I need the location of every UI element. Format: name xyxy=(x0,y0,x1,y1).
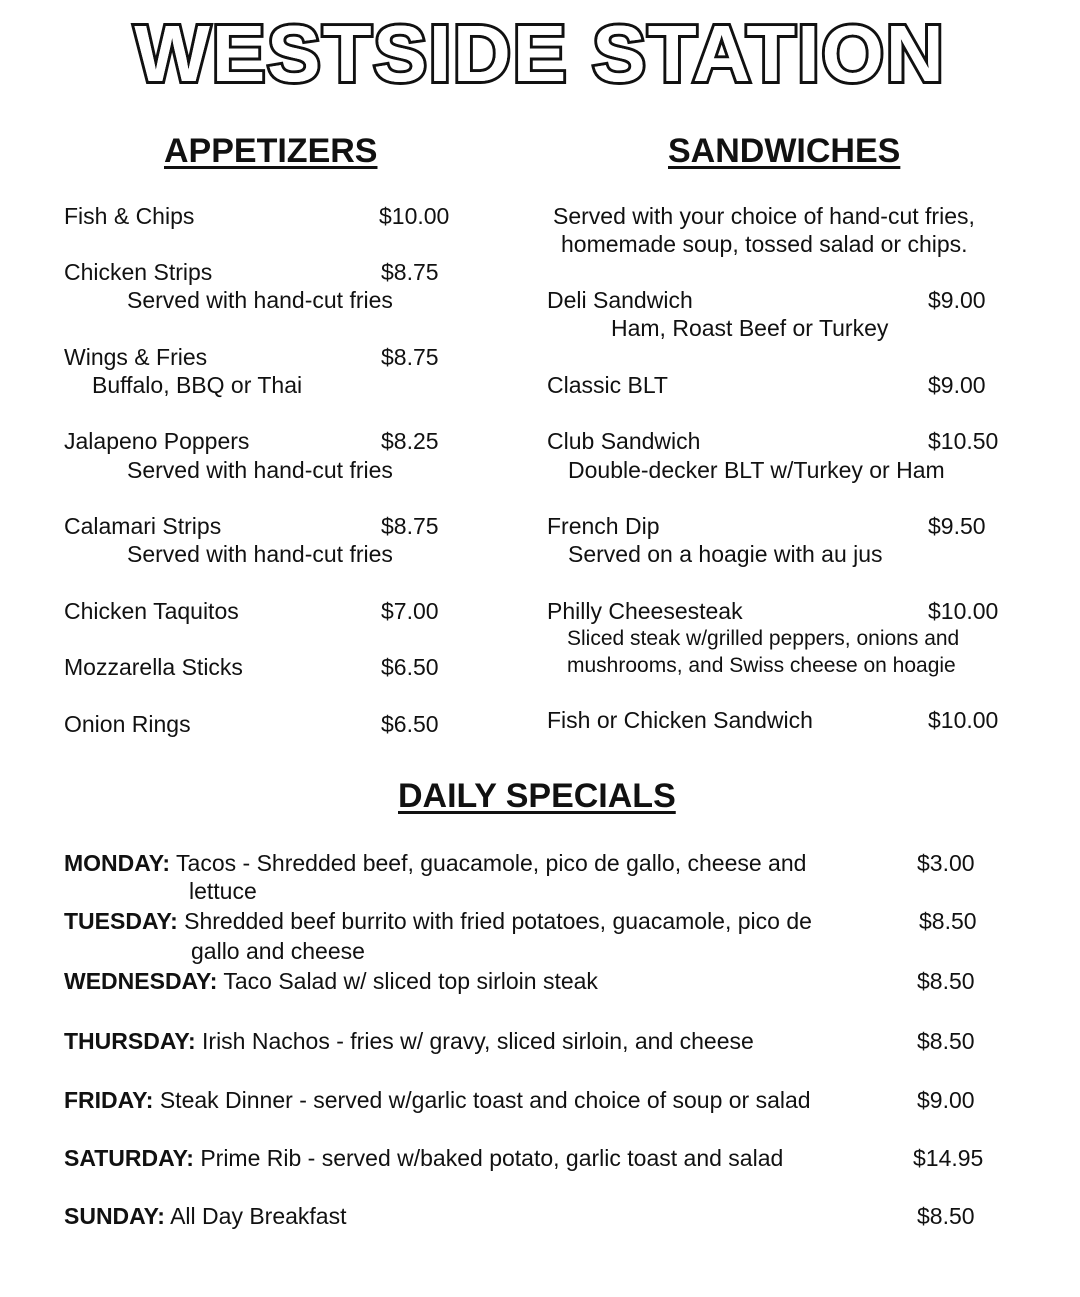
appetizer-price: $6.50 xyxy=(381,654,439,680)
special-friday xyxy=(64,1087,811,1114)
special-day: FRIDAY: xyxy=(64,1087,154,1113)
appetizer-name: Chicken Strips xyxy=(64,259,213,285)
appetizer-name: Mozzarella Sticks xyxy=(64,654,243,680)
special-day: THURSDAY: xyxy=(64,1028,196,1054)
appetizer-name: Calamari Strips xyxy=(64,513,222,539)
appetizer-price: $8.75 xyxy=(381,344,439,370)
special-description: Steak Dinner - served w/garlic toast and choice of soup or salad xyxy=(159,1087,811,1113)
special-description: gallo and cheese xyxy=(191,938,365,964)
special-price: $8.50 xyxy=(917,1203,975,1229)
sandwiches-intro: Served with your choice of hand-cut fries, xyxy=(553,203,975,229)
special-thursday xyxy=(64,1028,754,1055)
sandwich-price: $9.50 xyxy=(928,513,986,539)
restaurant-title: WESTSIDE STATION xyxy=(134,9,946,98)
sandwich-description: Served on a hoagie with au jus xyxy=(568,541,883,567)
special-description: Irish Nachos - fries w/ gravy, sliced sirloin, and cheese xyxy=(202,1028,754,1054)
special-price: $9.00 xyxy=(917,1087,975,1113)
special-day: SUNDAY: xyxy=(64,1203,165,1229)
appetizer-name: Fish & Chips xyxy=(64,203,195,229)
special-price: $3.00 xyxy=(917,850,975,876)
sandwich-name: Deli Sandwich xyxy=(547,287,693,313)
sandwich-description: Ham, Roast Beef or Turkey xyxy=(611,315,889,341)
appetizer-price: $6.50 xyxy=(381,711,439,737)
appetizer-name: Onion Rings xyxy=(64,711,191,737)
appetizer-description: Buffalo, BBQ or Thai xyxy=(92,372,303,398)
special-day: MONDAY: xyxy=(64,850,171,876)
sandwiches-heading: SANDWICHES xyxy=(668,132,901,170)
special-wednesday xyxy=(64,968,598,995)
appetizer-name: Jalapeno Poppers xyxy=(64,428,250,454)
special-sunday xyxy=(64,1203,347,1230)
special-day: TUESDAY: xyxy=(64,908,178,934)
appetizer-description: Served with hand-cut fries xyxy=(127,541,393,567)
special-description: Taco Salad w/ sliced top sirloin steak xyxy=(223,968,598,994)
sandwich-name: Fish or Chicken Sandwich xyxy=(547,707,813,733)
appetizer-name: Wings & Fries xyxy=(64,344,208,370)
appetizer-name: Chicken Taquitos xyxy=(64,598,239,624)
sandwich-description: mushrooms, and Swiss cheese on hoagie xyxy=(567,654,956,677)
special-saturday xyxy=(64,1145,783,1172)
special-price: $14.95 xyxy=(913,1145,984,1171)
sandwich-description: Sliced steak w/grilled peppers, onions and xyxy=(567,627,960,650)
appetizer-price: $8.75 xyxy=(381,259,439,285)
special-price: $8.50 xyxy=(917,1028,975,1054)
special-description: Prime Rib - served w/baked potato, garlic toast and salad xyxy=(200,1145,784,1171)
sandwich-price: $10.00 xyxy=(928,598,999,624)
daily-specials-heading: DAILY SPECIALS xyxy=(398,777,676,815)
sandwich-description: Double-decker BLT w/Turkey or Ham xyxy=(568,457,945,483)
sandwich-name: Philly Cheesesteak xyxy=(547,598,743,624)
appetizer-description: Served with hand-cut fries xyxy=(127,457,393,483)
special-tuesday xyxy=(64,908,812,935)
appetizer-price: $8.25 xyxy=(381,428,439,454)
appetizer-price: $7.00 xyxy=(381,598,439,624)
special-description: Tacos - Shredded beef, guacamole, pico de gallo, cheese and xyxy=(176,850,807,876)
special-price: $8.50 xyxy=(919,908,977,934)
sandwich-price: $10.50 xyxy=(928,428,999,454)
appetizers-heading: APPETIZERS xyxy=(164,132,378,170)
special-monday xyxy=(64,850,806,877)
sandwiches-intro: homemade soup, tossed salad or chips. xyxy=(561,231,968,257)
sandwich-name: Classic BLT xyxy=(547,372,668,398)
sandwich-price: $9.00 xyxy=(928,372,986,398)
appetizer-description: Served with hand-cut fries xyxy=(127,287,393,313)
appetizer-price: $10.00 xyxy=(379,203,450,229)
special-day: WEDNESDAY: xyxy=(64,968,218,994)
special-description: Shredded beef burrito with fried potatoes, guacamole, pico de xyxy=(184,908,812,934)
special-description: lettuce xyxy=(189,878,257,904)
special-day: SATURDAY: xyxy=(64,1145,194,1171)
special-description: All Day Breakfast xyxy=(170,1203,347,1229)
sandwich-name: French Dip xyxy=(547,513,660,539)
sandwich-price: $9.00 xyxy=(928,287,986,313)
appetizer-price: $8.75 xyxy=(381,513,439,539)
sandwich-price: $10.00 xyxy=(928,707,999,733)
special-price: $8.50 xyxy=(917,968,975,994)
sandwich-name: Club Sandwich xyxy=(547,428,701,454)
